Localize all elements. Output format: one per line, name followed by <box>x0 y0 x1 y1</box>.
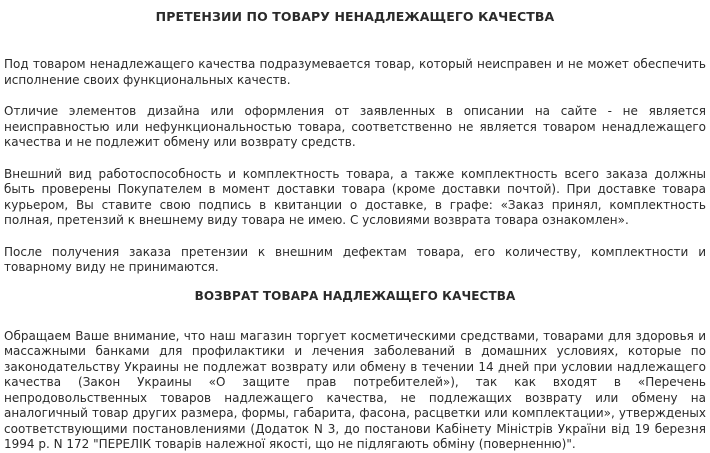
paragraph-delivery-inspection: Внешний вид работоспособность и комплектность товара, а также комплектность всего заказа должны быть проверены Покупателем в момент доставки товара (кроме доставки почтой). При доставке товара курьером, Вы ставите свою подпись в квитанции о доставке, в графе: «Заказ принял, комплектность полная, претензий к внешнему виду товара не имею. С условиями возврата товара ознакомлен». <box>4 166 706 227</box>
paragraph-design-differences: Отличие элементов дизайна или оформления от заявленных в описании на сайте - не является неисправностью или нефункциональностью товара, соответственно не является товаром ненадлежащего качества и не подлежит обмену или возврату средств. <box>4 104 706 149</box>
section-title-quality-claims: ПРЕТЕНЗИИ ПО ТОВАРУ НЕНАДЛЕЖАЩЕГО КАЧЕСТВА <box>155 9 555 24</box>
paragraph-return-law: Обращаем Ваше внимание, что наш магазин торгует косметическими средствами, товарами для здоровья и массажными банками для профилактики и лечения заболеваний в домашних условиях, которые по законодательству Украины не подлежат возврату или обмену в течении 14 дней при условии надлежащего качества (Закон Украины «О защите прав потребителей»), так как входят в «Перечень непродовольственных товаров надлежащего качества, не подлежащих возврату или обмену на аналогичный товар других размера, формы, габарита, фасона, расцветки или комплектации», утвержденых соответствующими постановлениями (Додаток N 3, до постанови Кабінету Міністрів України від 19 березня 1994 р. N 172 "ПЕРЕЛІК товарів належної якості, що не підлягають обміну (поверненню)". <box>4 328 706 451</box>
section-title-proper-quality-return: ВОЗВРАТ ТОВАРА НАДЛЕЖАЩЕГО КАЧЕСТВА <box>194 288 516 303</box>
paragraph-claims-not-accepted: После получения заказа претензии к внешним дефектам товара, его количеству, комплектности и товарному виду не принимаются. <box>4 244 706 274</box>
paragraph-definition: Под товаром ненадлежащего качества подразумевается товар, который неисправен и не может обеспечить исполнение своих функциональных качеств. <box>4 57 706 87</box>
